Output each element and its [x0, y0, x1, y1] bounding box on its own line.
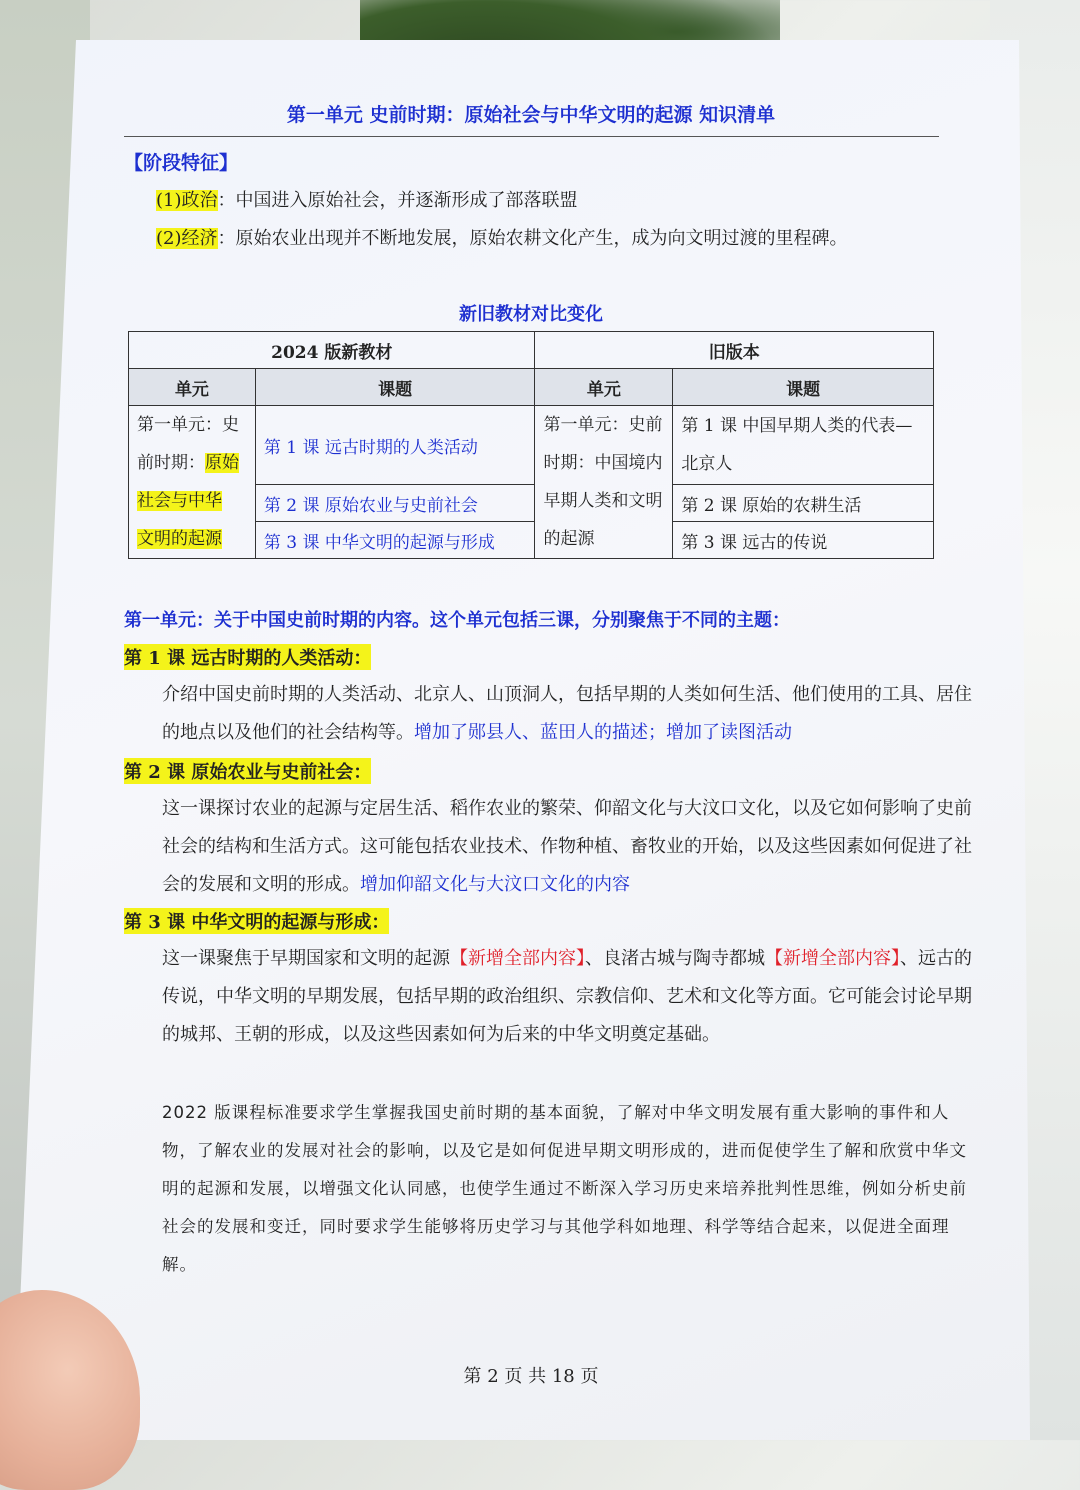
new-lesson-2: 第 2 课 原始农业与史前社会 — [255, 485, 535, 522]
new-unit-text: 第一单元：史前时期： — [137, 415, 239, 473]
stage-heading: 【阶段特征】 — [124, 152, 239, 174]
stage-item-label: (1)政治 — [156, 190, 218, 211]
lesson-3-text: 、远古的传说，中华文明的早期发展，包括早期的政治组织、宗教信仰、艺术和文化等方面。它可能会讨论早期的城邦、王朝的形成，以及这些因素如何为后来的中华文明奠定基础。 — [162, 948, 972, 1045]
old-lesson-3: 第 3 课 远古的传说 — [673, 522, 934, 559]
lesson-2-paragraph — [124, 790, 978, 904]
col-header-unit: 单元 — [535, 369, 673, 406]
header-new-edition: 2024 版新教材 — [129, 332, 535, 369]
comparison-table — [128, 331, 934, 559]
document-title: 第一单元 史前时期：原始社会与中华文明的起源 知识清单 — [286, 104, 776, 126]
lesson-2-text: 这一课探讨农业的起源与定居生活、稻作农业的繁荣、仰韶文化与大汶口文化，以及它如何影响了史前社会的结构和生活方式。这可能包括农业技术、作物种植、畜牧业的开始，以及这些因素如何促进了社会的发展和文明的形成。 — [162, 798, 972, 895]
lesson-1-note: 增加了郧县人、蓝田人的描述；增加了读图活动 — [414, 722, 792, 743]
lesson-3-text: 这一课聚焦于早期国家和文明的起源 — [162, 948, 450, 969]
lesson-3-heading: 第 3 课 中华文明的起源与形成： — [124, 908, 389, 934]
col-header-lesson: 课题 — [673, 369, 934, 406]
new-unit-highlight: 文明的起源 — [137, 529, 222, 549]
lesson-2-heading: 第 2 课 原始农业与史前社会： — [124, 758, 371, 784]
page-number: 第 2 页 共 18 页 — [463, 1366, 599, 1387]
new-unit-highlight: 原始 — [205, 453, 239, 473]
table-title: 新旧教材对比变化 — [459, 304, 603, 325]
new-unit-highlight: 社会与中华 — [137, 491, 222, 511]
unit-intro: 第一单元：关于中国史前时期的内容。这个单元包括三课，分别聚焦于不同的主题： — [124, 610, 790, 631]
new-lesson-3: 第 3 课 中华文明的起源与形成 — [255, 522, 535, 559]
old-lesson-1: 第 1 课 中国早期人类的代表—北京人 — [673, 406, 934, 485]
old-unit-cell: 第一单元：史前时期：中国境内早期人类和文明的起源 — [535, 406, 673, 559]
col-header-lesson: 课题 — [255, 369, 535, 406]
lesson-3-paragraph — [124, 940, 978, 1054]
new-unit-cell — [129, 406, 256, 559]
lesson-1-heading: 第 1 课 远古时期的人类活动： — [124, 644, 371, 670]
lesson-1-paragraph — [124, 676, 978, 752]
new-content-tag: 【新增全部内容】 — [450, 948, 585, 969]
old-lesson-2: 第 2 课 原始的农耕生活 — [673, 485, 934, 522]
lesson-1-text: 介绍中国史前时期的人类活动、北京人、山顶洞人，包括早期的人类如何生活、他们使用的工具、居住的地点以及他们的社会结构等。 — [162, 684, 972, 743]
lesson-3-text: 、良渚古城与陶寺都城 — [585, 948, 765, 969]
curriculum-standard-paragraph: 2022 版课程标准要求学生掌握我国史前时期的基本面貌，了解对中华文明发展有重大影响的事件和人物，了解农业的发展对社会的影响，以及它是如何促进早期文明形成的，进而促使学生了解和欣赏中华文明的起源和发展，以增强文化认同感，也使学生通过不断深入学习历史来培养批判性思维，例如分析史前社会的发展和变迁，同时要求学生能够将历史学习与其他学科如地理、科学等结合起来，以促进全面理解。 — [162, 1103, 967, 1274]
title-divider — [124, 136, 939, 137]
stage-item-label: (2)经济 — [156, 228, 218, 249]
stage-item-politics — [156, 186, 578, 212]
col-header-unit: 单元 — [129, 369, 256, 406]
header-old-edition: 旧版本 — [535, 332, 934, 369]
stage-item-economy — [156, 224, 848, 250]
stage-item-text: ：原始农业出现并不断地发展，原始农耕文化产生，成为向文明过渡的里程碑。 — [217, 228, 848, 249]
lesson-2-note: 增加仰韶文化与大汶口文化的内容 — [360, 874, 630, 895]
stage-item-text: ：中国进入原始社会，并逐渐形成了部落联盟 — [217, 190, 578, 211]
new-content-tag: 【新增全部内容】 — [765, 948, 900, 969]
new-lesson-1: 第 1 课 远古时期的人类活动 — [255, 406, 535, 485]
